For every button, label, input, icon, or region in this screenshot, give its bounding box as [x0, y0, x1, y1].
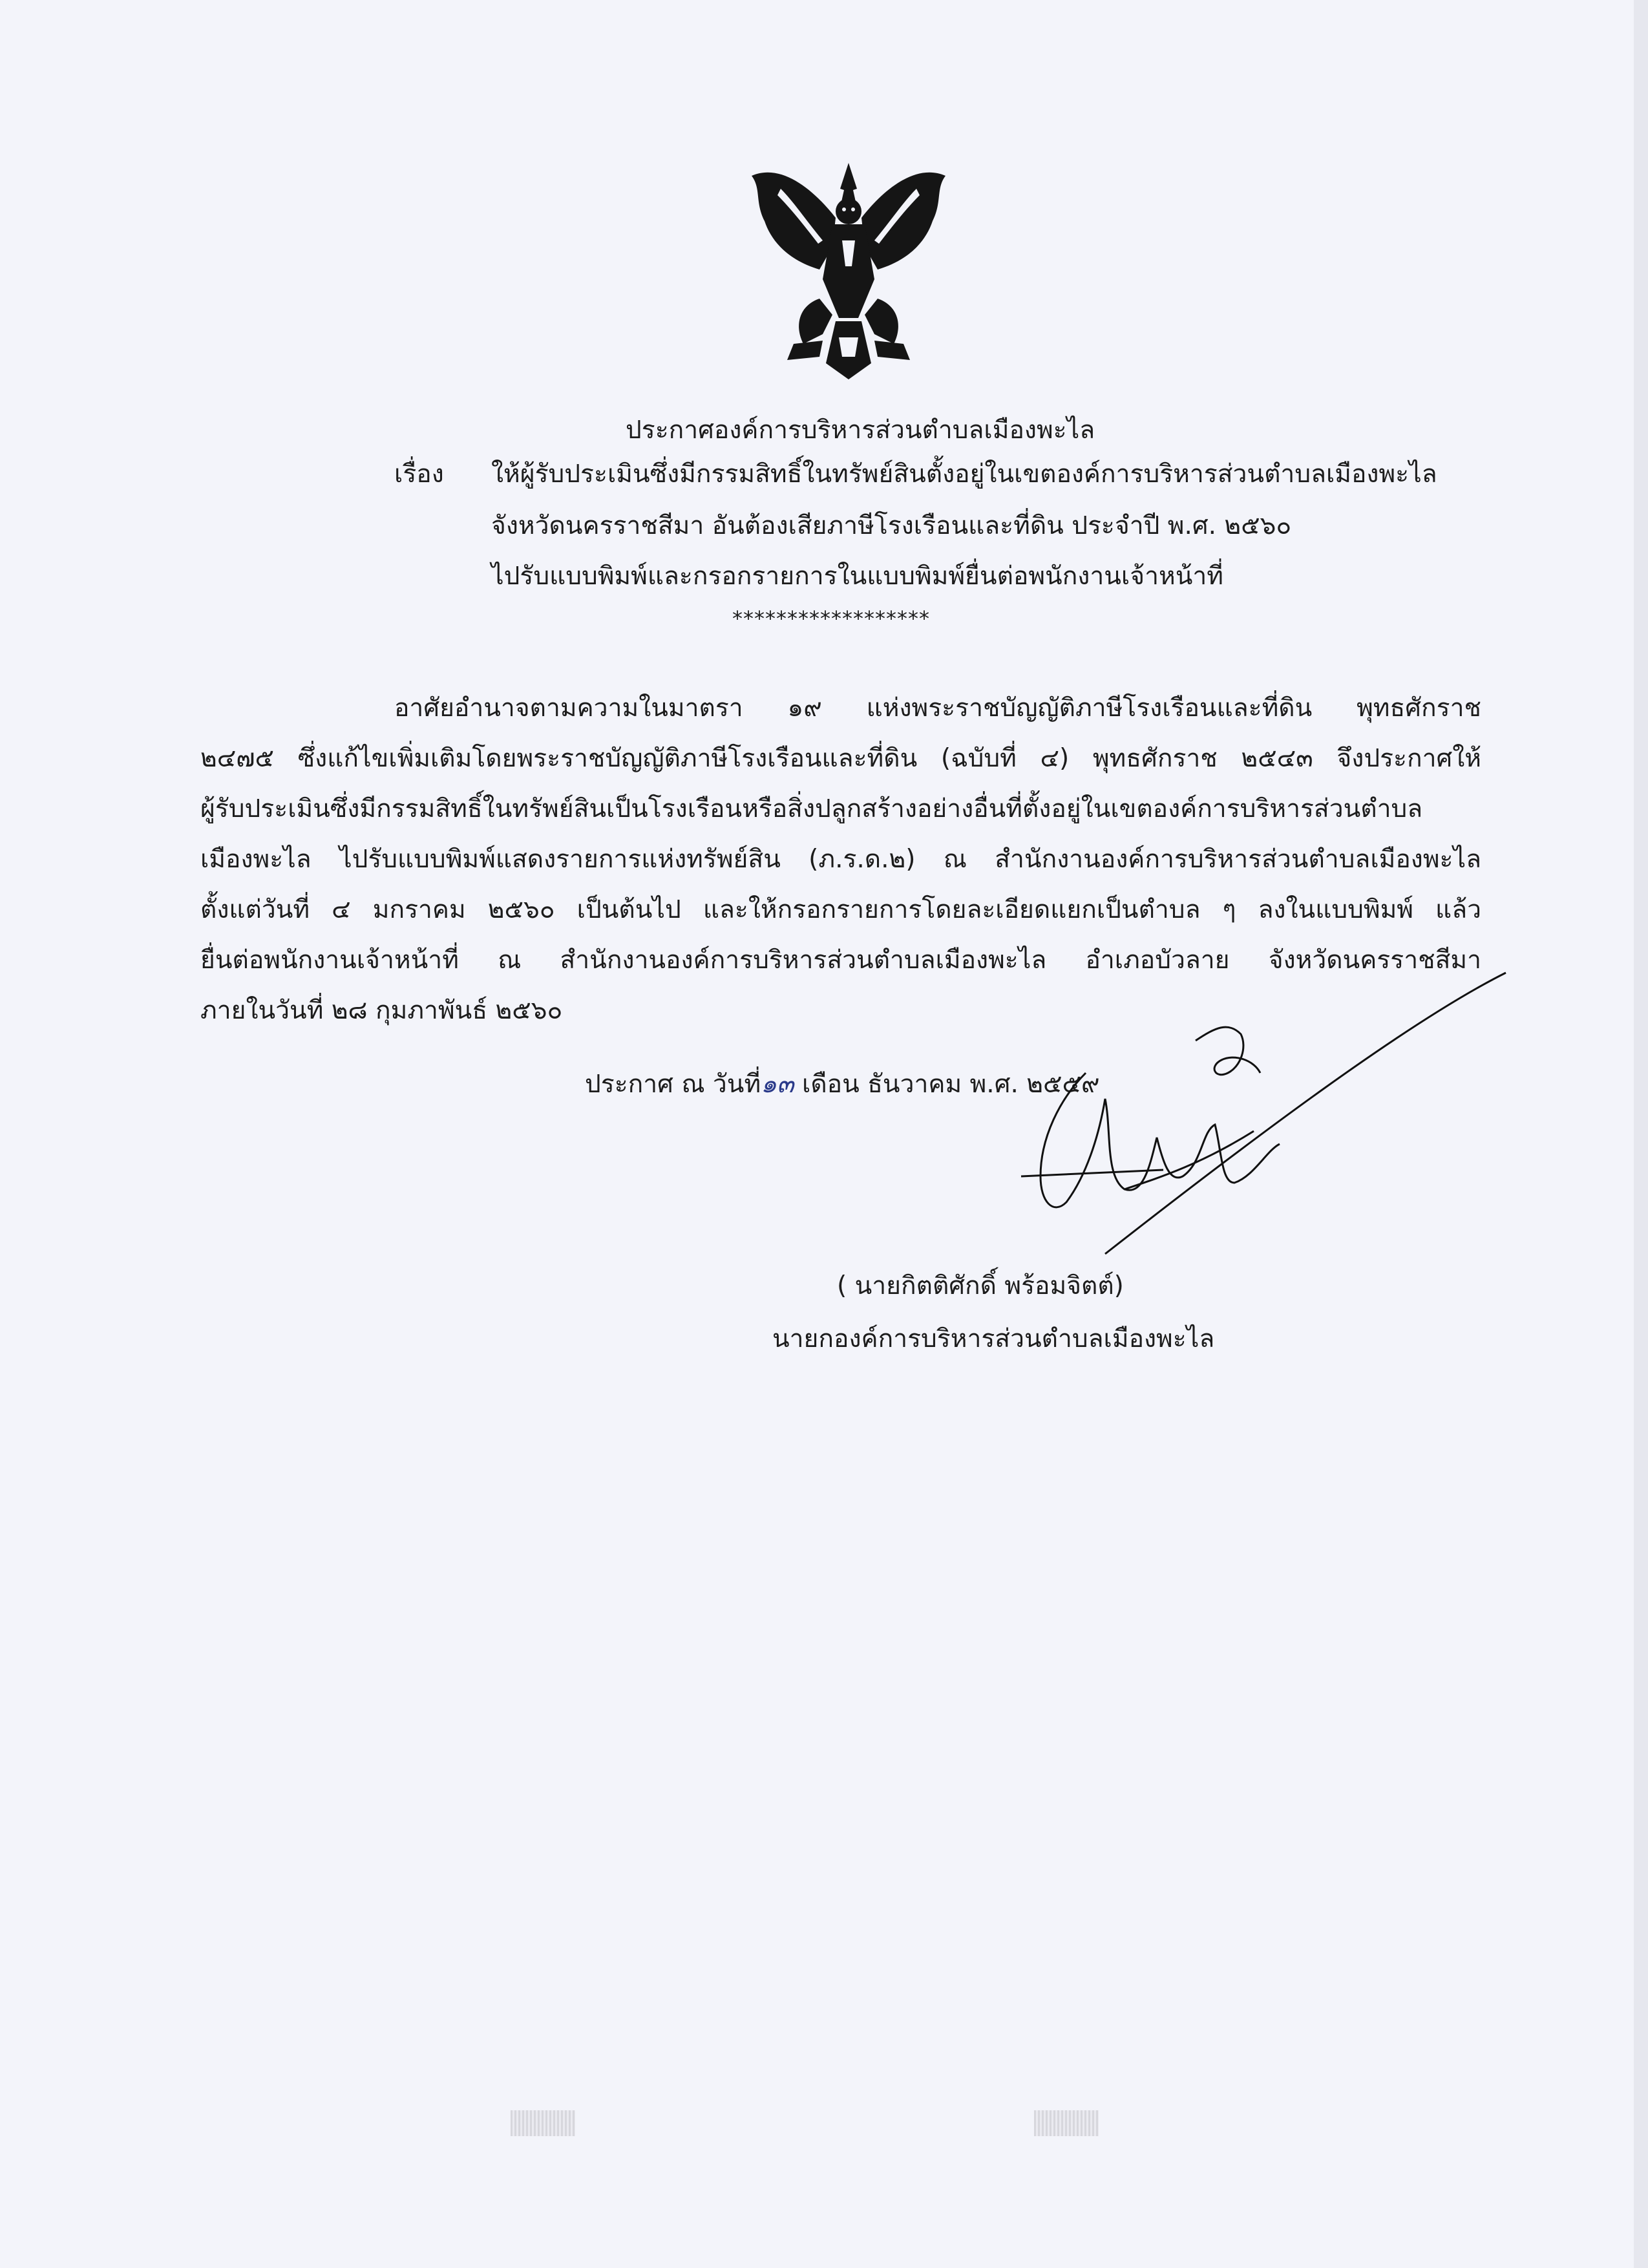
body-line-6: ยื่นต่อพนักงานเจ้าหน้าที่ ณ สำนักงานองค์การบริหารส่วนตำบลเมืองพะไล อำเภอบัวลาย จังหวัดนครราชสีมา [200, 946, 1481, 975]
announcement-title: ประกาศองค์การบริหารส่วนตำบลเมืองพะไล [626, 416, 1095, 445]
body-line-3: ผู้รับประเมินซึ่งมีกรรมสิทธิ์ในทรัพย์สินเป็นโรงเรือนหรือสิ่งปลูกสร้างอย่างอื่นที่ตั้งอยู่ในเขตองค์การบริหารส่วนตำบล [200, 794, 1423, 823]
date-day-handwritten: ๑๓ [761, 1070, 794, 1099]
garuda-emblem-icon [742, 150, 955, 383]
scan-edge [1634, 0, 1648, 2268]
body-line-4: เมืองพะไล ไปรับแบบพิมพ์แสดงรายการแห่งทรัพย์สิน (ภ.ร.ด.๒) ณ สำนักงานองค์การบริหารส่วนตำบลเมืองพะไล [200, 845, 1481, 874]
signatory-position: นายกองค์การบริหารส่วนตำบลเมืองพะไล [772, 1324, 1215, 1353]
body-line-7: ภายในวันที่ ๒๘ กุมภาพันธ์ ๒๕๖๐ [200, 996, 563, 1025]
date-suffix: เดือน ธันวาคม พ.ศ. ๒๕๕๙ [794, 1070, 1100, 1099]
body-line-1: อาศัยอำนาจตามความในมาตรา ๑๙ แห่งพระราชบัญญัติภาษีโรงเรือนและที่ดิน พุทธศักราช [394, 694, 1481, 723]
signatory-name: ( นายกิตติศักดิ์ พร้อมจิตต์) [837, 1271, 1124, 1300]
subject-line-1: ให้ผู้รับประเมินซึ่งมีกรรมสิทธิ์ในทรัพย์สินตั้งอยู่ในเขตองค์การบริหารส่วนตำบลเมืองพะไล [491, 460, 1437, 489]
date-prefix: ประกาศ ณ วันที่ [585, 1070, 761, 1099]
subject-line-2: จังหวัดนครราชสีมา อันต้องเสียภาษีโรงเรือนและที่ดิน ประจำปี พ.ศ. ๒๕๖๐ [491, 511, 1292, 540]
handwritten-signature-icon [892, 970, 1525, 1293]
subject-label: เรื่อง [394, 460, 444, 489]
clip-mark-left [511, 2110, 575, 2136]
subject-separator: ****************** [732, 606, 930, 631]
body-line-2: ๒๔๗๕ ซึ่งแก้ไขเพิ่มเติมโดยพระราชบัญญัติภาษีโรงเรือนและที่ดิน (ฉบับที่ ๔) พุทธศักราช ๒๕๔๓ จึงประกาศให้ [200, 744, 1481, 773]
clip-mark-right [1034, 2110, 1099, 2136]
body-line-5: ตั้งแต่วันที่ ๔ มกราคม ๒๕๖๐ เป็นต้นไป และให้กรอกรายการโดยละเอียดแยกเป็นตำบล ๆ ลงในแบบพิมพ์ แล้ว [200, 895, 1481, 924]
subject-line-3: ไปรับแบบพิมพ์และกรอกรายการในแบบพิมพ์ยื่นต่อพนักงานเจ้าหน้าที่ [491, 562, 1223, 591]
